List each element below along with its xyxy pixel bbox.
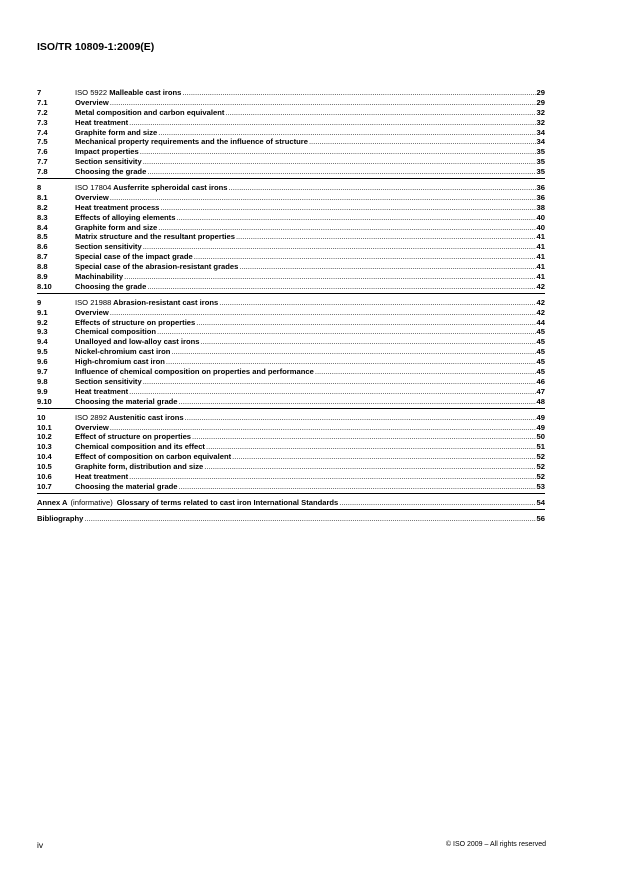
toc-entry-title: Effect of composition on carbon equivalent xyxy=(75,452,232,462)
toc-entry-page: 53 xyxy=(536,481,545,491)
toc-entry-page: 52 xyxy=(536,462,545,472)
toc-entry[interactable] xyxy=(37,167,545,177)
toc-entry-title: Glossary of terms related to cast iron International Standards xyxy=(116,497,339,507)
toc-entry-number: 9.2 xyxy=(37,317,48,327)
toc-entry[interactable] xyxy=(37,327,545,337)
toc-entry-page: 36 xyxy=(536,192,545,202)
toc-leader-dots xyxy=(219,298,535,308)
toc-entry[interactable] xyxy=(37,482,545,492)
toc-entry[interactable] xyxy=(37,387,545,397)
toc-entry-title: ISO 2892 Austenitic cast irons xyxy=(75,412,184,422)
toc-entry-page: 35 xyxy=(536,157,545,167)
toc-entry-number: 7.7 xyxy=(37,157,48,167)
toc-entry-page: 46 xyxy=(536,376,545,386)
toc-section-9 xyxy=(37,298,545,409)
toc-entry-title: Nickel-chromium cast iron xyxy=(75,347,171,357)
toc-entry-number: 10.2 xyxy=(37,432,52,442)
toc-entry-title: Effects of structure on properties xyxy=(75,317,196,327)
toc-entry-title: Heat treatment xyxy=(75,117,129,127)
toc-entry-page: 52 xyxy=(536,471,545,481)
toc-entry-number: 10.6 xyxy=(37,471,52,481)
toc-leader-dots xyxy=(129,118,535,128)
toc-entry[interactable] xyxy=(37,232,545,242)
toc-entry-title: Heat treatment xyxy=(75,386,129,396)
toc-entry[interactable] xyxy=(37,262,545,272)
toc-leader-dots xyxy=(179,397,536,407)
toc-leader-dots xyxy=(129,387,535,397)
toc-entry-title: Machinability xyxy=(75,272,124,282)
toc-entry-number: 7.1 xyxy=(37,97,48,107)
toc-entry-title: Section sensitivity xyxy=(75,376,142,386)
toc-entry-page: 45 xyxy=(536,337,545,347)
toc-entry-title: Chemical composition xyxy=(75,327,157,337)
toc-entry-page: 42 xyxy=(536,307,545,317)
toc-entry-page: 32 xyxy=(536,107,545,117)
toc-entry[interactable] xyxy=(37,242,545,252)
toc-entry-title: Section sensitivity xyxy=(75,242,142,252)
toc-entry[interactable] xyxy=(37,452,545,462)
toc-entry-title: Bibliography xyxy=(37,513,84,523)
toc-section-annex-a xyxy=(37,498,545,510)
toc-entry-page: 41 xyxy=(536,252,545,262)
toc-entry-page: 38 xyxy=(536,202,545,212)
toc-entry[interactable] xyxy=(37,357,545,367)
toc-leader-dots xyxy=(143,242,536,252)
toc-leader-dots xyxy=(110,193,536,203)
toc-leader-dots xyxy=(309,137,536,147)
toc-entry-number: 8 xyxy=(37,183,42,193)
toc-leader-dots xyxy=(110,308,536,318)
toc-entry[interactable] xyxy=(37,397,545,407)
toc-entry-page: 52 xyxy=(536,452,545,462)
toc-leader-dots xyxy=(166,357,536,367)
toc-entry-number: 8.5 xyxy=(37,232,48,242)
toc-entry-title: Overview xyxy=(75,422,109,432)
toc-entry-number: 9.1 xyxy=(37,307,48,317)
toc-entry-title: Heat treatment xyxy=(75,471,129,481)
toc-entry[interactable] xyxy=(37,88,545,98)
toc-entry-page: 41 xyxy=(536,242,545,252)
toc-leader-dots xyxy=(143,377,536,387)
toc-leader-dots xyxy=(140,147,536,157)
toc-entry-number: 9.5 xyxy=(37,347,48,357)
toc-leader-dots xyxy=(158,223,535,233)
toc-entry-standard: ISO 2892 xyxy=(75,412,108,422)
toc-leader-dots xyxy=(206,442,536,452)
toc-entry-title: Graphite form and size xyxy=(75,222,158,232)
toc-entry-page: 54 xyxy=(536,497,545,507)
toc-entry[interactable] xyxy=(37,347,545,357)
toc-entry-number: 7.5 xyxy=(37,137,48,147)
toc-entry[interactable] xyxy=(37,298,545,308)
toc-entry-page: 45 xyxy=(536,367,545,377)
toc-entry-number: 10.5 xyxy=(37,462,52,472)
toc-entry-page: 50 xyxy=(536,432,545,442)
toc-entry-title: Choosing the material grade xyxy=(75,396,178,406)
toc-entry-title: Choosing the grade xyxy=(75,167,147,177)
toc-leader-dots xyxy=(196,318,535,328)
toc-entry[interactable] xyxy=(37,432,545,442)
toc-entry[interactable] xyxy=(37,272,545,282)
toc-entry-number: 7 xyxy=(37,88,42,97)
toc-leader-dots xyxy=(110,423,536,433)
toc-entry-title: Graphite form and size xyxy=(75,127,158,137)
toc-entry-number: 7.6 xyxy=(37,147,48,157)
toc-entry[interactable] xyxy=(37,157,545,167)
toc-entry-page: 40 xyxy=(536,222,545,232)
toc-section-7 xyxy=(37,88,545,179)
toc-leader-dots xyxy=(225,108,535,118)
toc-entry[interactable] xyxy=(37,367,545,377)
toc-entry-page: 41 xyxy=(536,262,545,272)
toc-entry-number: 9.8 xyxy=(37,376,48,386)
toc-leader-dots xyxy=(158,128,535,138)
toc-entry-title: Overview xyxy=(75,192,109,202)
toc-entry[interactable] xyxy=(37,377,545,387)
toc-entry[interactable] xyxy=(37,423,545,433)
toc-entry-number: 8.9 xyxy=(37,272,48,282)
toc-leader-dots xyxy=(236,232,536,242)
toc-entry-page: 36 xyxy=(536,183,545,193)
toc-entry-title: Choosing the material grade xyxy=(75,481,178,491)
toc-entry-number: 10.1 xyxy=(37,422,52,432)
toc-entry-number: 9 xyxy=(37,297,42,307)
toc-entry-number: 9.7 xyxy=(37,367,48,377)
toc-leader-dots xyxy=(179,482,536,492)
toc-entry-standard: ISO 5922 xyxy=(75,88,108,97)
toc-entry[interactable] xyxy=(37,413,545,423)
toc-entry-number: 7.2 xyxy=(37,107,48,117)
toc-leader-dots xyxy=(182,88,535,98)
toc-entry-number: 8.3 xyxy=(37,212,48,222)
toc-entry-page: 34 xyxy=(536,127,545,137)
toc-entry-number: 9.10 xyxy=(37,396,52,406)
toc-entry-page: 49 xyxy=(536,412,545,422)
toc-entry-number: 10.7 xyxy=(37,481,52,491)
toc-entry-title: Chemical composition and its effect xyxy=(75,442,205,452)
toc-leader-dots xyxy=(124,272,535,282)
toc-entry-page: 41 xyxy=(536,232,545,242)
toc-entry-title: Special case of the impact grade xyxy=(75,252,193,262)
toc-entry[interactable] xyxy=(37,223,545,233)
toc-leader-dots xyxy=(185,413,536,423)
toc-entry-page: 29 xyxy=(536,88,545,97)
toc-leader-dots xyxy=(171,347,535,357)
toc-entry-page: 41 xyxy=(536,272,545,282)
toc-entry-page: 45 xyxy=(536,357,545,367)
toc-entry-page: 34 xyxy=(536,137,545,147)
toc-entry[interactable] xyxy=(37,472,545,482)
toc-entry-title: Unalloyed and low-alloy cast irons xyxy=(75,337,200,347)
toc-leader-dots xyxy=(200,337,535,347)
toc-entry-page: 48 xyxy=(536,396,545,406)
toc-entry-annex-type: (informative) xyxy=(70,497,113,507)
toc-entry-number: 10 xyxy=(37,412,46,422)
toc-entry-page: 56 xyxy=(536,513,545,523)
toc-entry-number: 10.3 xyxy=(37,442,52,452)
toc-entry-title: Impact properties xyxy=(75,147,139,157)
toc-entry-page: 51 xyxy=(536,442,545,452)
toc-entry-page: 45 xyxy=(536,347,545,357)
toc-entry-title: ISO 17804 Ausferrite spheroidal cast irons xyxy=(75,183,228,193)
toc-entry-page: 35 xyxy=(536,167,545,177)
toc-entry[interactable] xyxy=(37,183,545,193)
toc-entry-number: 8.2 xyxy=(37,202,48,212)
toc-entry-title: High-chromium cast iron xyxy=(75,357,165,367)
toc-entry-title: Graphite form, distribution and size xyxy=(75,462,204,472)
toc-entry-page: 32 xyxy=(536,117,545,127)
toc-entry-number: 9.3 xyxy=(37,327,48,337)
toc-entry-title: Effects of alloying elements xyxy=(75,212,176,222)
toc-leader-dots xyxy=(192,432,536,442)
toc-leader-dots xyxy=(147,282,535,292)
toc-entry-title: Choosing the grade xyxy=(75,281,147,291)
toc-entry-title: Effect of structure on properties xyxy=(75,432,192,442)
toc-entry[interactable] xyxy=(37,514,545,524)
toc-entry[interactable] xyxy=(37,147,545,157)
toc-entry[interactable] xyxy=(37,252,545,262)
toc-entry[interactable] xyxy=(37,137,545,147)
toc-section-10 xyxy=(37,413,545,494)
toc-entry-number: 10.4 xyxy=(37,452,52,462)
toc-entry-number: 8.8 xyxy=(37,262,48,272)
toc-leader-dots xyxy=(129,472,535,482)
toc-entry-page: 44 xyxy=(536,317,545,327)
toc-entry[interactable] xyxy=(37,213,545,223)
toc-entry-title: Overview xyxy=(75,307,109,317)
toc-entry-page: 42 xyxy=(536,281,545,291)
toc-entry[interactable] xyxy=(37,337,545,347)
toc-entry-title: ISO 5922 Malleable cast irons xyxy=(75,88,182,97)
toc-leader-dots xyxy=(143,157,536,167)
toc-entry-page: 29 xyxy=(536,97,545,107)
toc-entry-number: 8.10 xyxy=(37,281,52,291)
toc-entry-title: Special case of the abrasion-resistant grades xyxy=(75,262,239,272)
toc-entry-title: Metal composition and carbon equivalent xyxy=(75,107,225,117)
toc-entry-number: Annex A xyxy=(37,497,68,507)
toc-entry-title: Matrix structure and the resultant properties xyxy=(75,232,235,242)
toc-entry-number: 9.4 xyxy=(37,337,48,347)
toc-entry[interactable] xyxy=(37,442,545,452)
toc-entry-title: Overview xyxy=(75,97,109,107)
toc-entry-page: 35 xyxy=(536,147,545,157)
toc-entry-number: 9.9 xyxy=(37,386,48,396)
toc-entry-standard: ISO 17804 xyxy=(75,183,112,193)
toc-entry-number: 8.6 xyxy=(37,242,48,252)
toc-leader-dots xyxy=(315,367,536,377)
toc-entry-page: 45 xyxy=(536,327,545,337)
toc-entry-page: 49 xyxy=(536,422,545,432)
toc-leader-dots xyxy=(157,327,536,337)
toc-entry[interactable] xyxy=(37,98,545,108)
toc-entry-title: Heat treatment process xyxy=(75,202,160,212)
toc-entry[interactable] xyxy=(37,282,545,292)
toc-entry[interactable] xyxy=(37,308,545,318)
toc-entry-number: 9.6 xyxy=(37,357,48,367)
toc-entry-number: 8.7 xyxy=(37,252,48,262)
toc-section-bibliography xyxy=(37,514,545,525)
toc-entry-number: 8.4 xyxy=(37,222,48,232)
toc-entry-standard: ISO 21988 xyxy=(75,297,112,307)
toc-entry[interactable] xyxy=(37,498,545,508)
toc-entry[interactable] xyxy=(37,318,545,328)
toc-entry[interactable] xyxy=(37,193,545,203)
toc-entry-page: 42 xyxy=(536,297,545,307)
toc-leader-dots xyxy=(229,183,536,193)
toc-entry[interactable] xyxy=(37,118,545,128)
toc-entry-title: Mechanical property requirements and the influence of structure xyxy=(75,137,308,147)
toc-leader-dots xyxy=(176,213,535,223)
toc-entry[interactable] xyxy=(37,128,545,138)
toc-section-8 xyxy=(37,183,545,294)
toc-entry-title: Section sensitivity xyxy=(75,157,142,167)
toc-entry[interactable] xyxy=(37,108,545,118)
toc-leader-dots xyxy=(232,452,535,462)
toc-entry-page: 40 xyxy=(536,212,545,222)
table-of-contents xyxy=(37,88,545,529)
toc-leader-dots xyxy=(84,514,535,524)
toc-entry-number: 7.4 xyxy=(37,127,48,137)
toc-leader-dots xyxy=(239,262,535,272)
toc-entry-number: 7.3 xyxy=(37,117,48,127)
toc-leader-dots xyxy=(110,98,536,108)
toc-leader-dots xyxy=(204,462,535,472)
toc-entry-number: 8.1 xyxy=(37,192,48,202)
toc-entry-title: ISO 21988 Abrasion-resistant cast irons xyxy=(75,297,219,307)
document-id-header: ISO/TR 10809-1:2009(E) xyxy=(37,41,155,53)
toc-leader-dots xyxy=(339,498,535,508)
toc-entry-title: Influence of chemical composition on properties and performance xyxy=(75,367,314,377)
toc-entry-number: 7.8 xyxy=(37,167,48,177)
toc-leader-dots xyxy=(147,167,535,177)
page-number: iv xyxy=(37,840,44,850)
toc-entry[interactable] xyxy=(37,462,545,472)
copyright-notice: © ISO 2009 – All rights reserved xyxy=(445,841,546,848)
toc-entry-page: 47 xyxy=(536,386,545,396)
toc-entry[interactable] xyxy=(37,203,545,213)
toc-leader-dots xyxy=(160,203,535,213)
toc-leader-dots xyxy=(194,252,536,262)
